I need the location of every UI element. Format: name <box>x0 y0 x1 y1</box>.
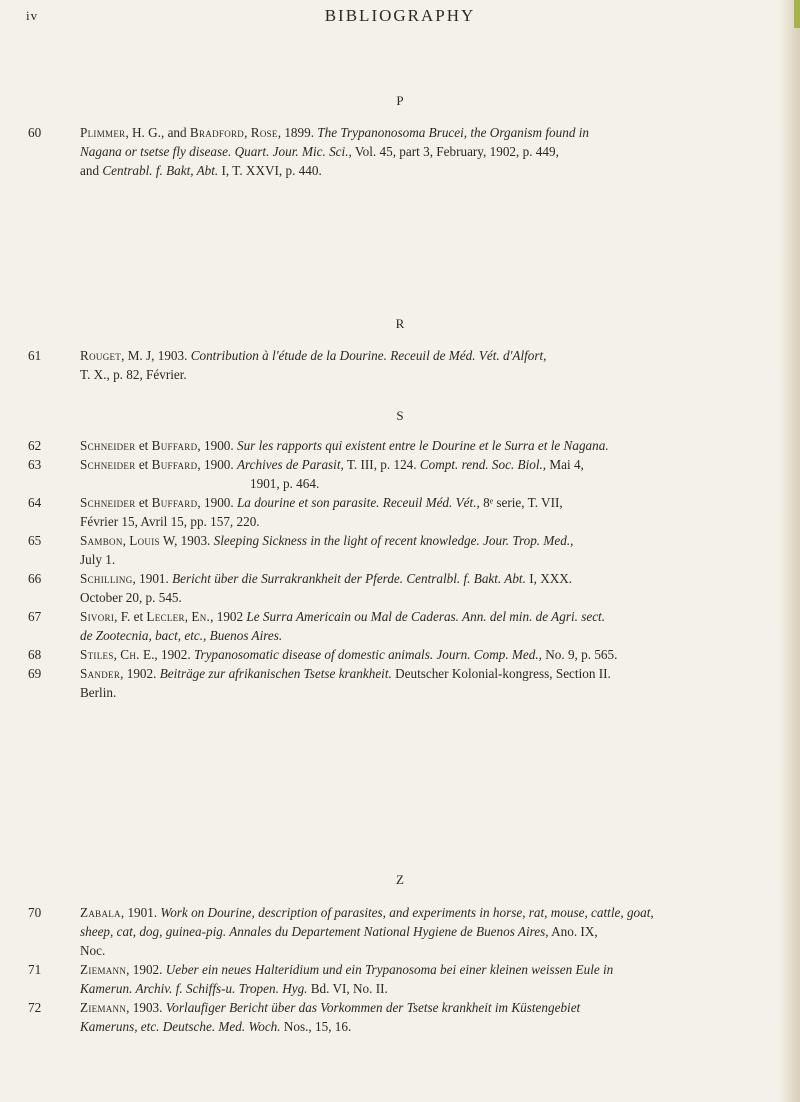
section-letter: R <box>395 316 405 331</box>
italic-text: Contribution à l'étude de la Dourine. Receuil de Méd. Vét. d'Alfort, <box>190 348 547 363</box>
entry-line <box>80 474 774 493</box>
bibliography-entry <box>28 531 774 569</box>
entry-number: 71 <box>28 962 42 977</box>
entry-line <box>80 493 774 512</box>
entry-line <box>80 588 774 607</box>
entry-number: 70 <box>28 905 42 920</box>
entry-number: 60 <box>28 125 42 140</box>
bibliography-entry <box>28 998 774 1036</box>
entry-text: and <box>80 163 103 178</box>
author-name: Stiles <box>80 647 114 662</box>
page-edge <box>778 0 800 1102</box>
entry-text: 1901, p. 464. <box>250 476 320 491</box>
entry-text: Vol. 45, part 3, February, 1902, p. 449, <box>351 144 559 159</box>
entry-text: I, T. XXVI, p. 440. <box>218 163 322 178</box>
entry-number: 65 <box>28 533 42 548</box>
author-name: Buffard <box>151 457 198 472</box>
author-name: Rouget <box>80 348 122 363</box>
entry-text: , <box>122 533 130 548</box>
entry-line <box>80 569 774 588</box>
entry-text: 8ᵉ serie, T. VII, <box>479 495 563 510</box>
entry-text: No. 9, p. 565. <box>541 647 618 662</box>
entry-text: , 1900. <box>197 438 237 453</box>
entry-text: Mai 4, <box>546 457 584 472</box>
author-name: Rose <box>250 125 278 140</box>
entry-line <box>80 531 774 550</box>
author-name: Lecler <box>146 609 185 624</box>
entry-number: 72 <box>28 1000 42 1015</box>
author-name: Sambon <box>80 533 123 548</box>
author-name: Ch. <box>120 647 140 662</box>
entry-text: et <box>135 457 152 472</box>
entry-text: , M. J, 1903. <box>121 348 191 363</box>
italic-text: Le Surra Americain ou Mal de Caderas. Ann. del min. de Agri. sect. <box>246 609 606 624</box>
entry-text: , 1901. <box>132 571 173 586</box>
author-name: Ziemann <box>80 962 127 977</box>
entry-line <box>80 979 774 998</box>
entry-line <box>80 346 774 365</box>
italic-text: Sur les rapports qui existent entre le Dourine et le Surra et le Nagana. <box>236 438 609 453</box>
entry-text: , 1902. <box>126 962 166 977</box>
bibliography-entry <box>28 664 774 702</box>
author-name: Sivori <box>80 609 115 624</box>
entry-text: , 1902 <box>210 609 247 624</box>
entry-text: July 1. <box>80 552 116 567</box>
entry-number: 66 <box>28 571 42 586</box>
italic-text: Kamerun. Archiv. f. Schiffs-u. Tropen. Hyg. <box>80 981 308 996</box>
entry-line <box>80 161 774 180</box>
entry-text: , F. et <box>114 609 147 624</box>
author-name: Buffard <box>151 495 198 510</box>
entry-text: Deutscher Kolonial-kongress, Section II. <box>391 666 611 681</box>
entry-line <box>80 998 774 1017</box>
italic-text: Trypanosomatic disease of domestic animals. Journ. Comp. Med., <box>193 647 542 662</box>
entry-text: I, XXX. <box>525 571 573 586</box>
author-name: Buffard <box>151 438 198 453</box>
italic-text: Kameruns, etc. Deutsche. Med. Woch. <box>80 1019 281 1034</box>
bibliography-entry <box>28 569 774 607</box>
entry-number: 64 <box>28 495 42 510</box>
entry-text: Berlin. <box>80 685 117 700</box>
entry-line <box>80 436 774 455</box>
entry-text: et <box>135 495 152 510</box>
entry-text: Bd. VI, No. II. <box>307 981 388 996</box>
entry-number: 68 <box>28 647 42 662</box>
entry-line <box>80 550 774 569</box>
author-name: Ziemann <box>80 1000 127 1015</box>
entry-text: , 1900. <box>197 495 237 510</box>
italic-text: Vorlaufiger Bericht über das Vorkommen der Tsetse krankheit im Küstengebiet <box>165 1000 581 1015</box>
entry-line <box>80 365 774 384</box>
entry-text: , 1903. <box>126 1000 166 1015</box>
entry-text: W, 1903. <box>159 533 214 548</box>
entry-text: Ano. IX, <box>548 924 598 939</box>
entry-line <box>80 626 774 645</box>
italic-text: The Trypanonosoma Brucei, the Organism found in <box>317 125 589 140</box>
entry-text: Noc. <box>80 943 106 958</box>
entry-text: , <box>244 125 251 140</box>
section-letter: Z <box>396 872 404 887</box>
section-letter: P <box>396 93 404 108</box>
entry-number: 62 <box>28 438 42 453</box>
entry-line <box>80 903 774 922</box>
author-name: Schilling <box>80 571 133 586</box>
entry-line <box>80 1017 774 1036</box>
bibliography-entry <box>28 960 774 998</box>
page-header <box>0 0 800 30</box>
author-name: En. <box>191 609 211 624</box>
entry-text: , 1902. <box>120 666 160 681</box>
bibliography-entry <box>28 493 774 531</box>
author-name: Zabala <box>80 905 121 920</box>
bibliography-entry <box>28 607 774 645</box>
italic-text: Quart. Jour. Mic. Sci., <box>234 144 352 159</box>
bibliography-entry <box>28 436 774 455</box>
italic-text: Ueber ein neues Halteridium und ein Trypanosoma bei einer kleinen weissen Eule in <box>165 962 614 977</box>
entry-line <box>80 512 774 531</box>
entry-number: 63 <box>28 457 42 472</box>
author-name: Bradford <box>189 125 245 140</box>
entry-text: Nos., 15, 16. <box>280 1019 352 1034</box>
entry-text: , 1901. <box>120 905 161 920</box>
entry-line <box>80 645 774 664</box>
entry-text: T. III, p. 124. <box>343 457 420 472</box>
entry-text: , H. G., and <box>125 125 190 140</box>
author-name: Plimmer <box>80 125 126 140</box>
italic-text: Work on Dourine, description of parasites, and experiments in horse, rat, mouse, cattle, goat, <box>160 905 654 920</box>
entry-text: , <box>184 609 192 624</box>
italic-text: Archives de Parasit, <box>236 457 344 472</box>
page-number: iv <box>26 8 39 23</box>
entry-text: , <box>113 647 121 662</box>
running-head: BIBLIOGRAPHY <box>324 6 476 25</box>
italic-text: Compt. rend. Soc. Biol., <box>419 457 547 472</box>
italic-text: Sleeping Sickness in the light of recent knowledge. Jour. Trop. Med., <box>213 533 574 548</box>
entry-number: 67 <box>28 609 42 624</box>
entry-line <box>80 960 774 979</box>
entry-line <box>80 607 774 626</box>
section-letter: S <box>396 408 404 423</box>
entry-line <box>80 123 774 142</box>
italic-text: sheep, cat, dog, guinea-pig. Annales du Departement National Hygiene de Buenos Aires, <box>80 924 549 939</box>
entry-text: , 1899. <box>277 125 318 140</box>
bibliography-entry <box>28 645 774 664</box>
entry-text: , 1900. <box>197 457 237 472</box>
entry-number: 61 <box>28 348 42 363</box>
author-name: Sander <box>80 666 121 681</box>
bibliography-entry <box>28 123 774 180</box>
bibliography-entry <box>28 455 774 493</box>
entry-text: Février 15, Avril 15, pp. 157, 220. <box>80 514 260 529</box>
author-name: Schneider <box>80 495 136 510</box>
italic-text: Bericht über die Surrakrankheit der Pferde. Centralbl. f. Bakt. Abt. <box>172 571 526 586</box>
italic-text: La dourine et son parasite. Receuil Méd. Vét., <box>236 495 480 510</box>
author-name: Schneider <box>80 457 136 472</box>
italic-text: de Zootecnia, bact, etc., Buenos Aires. <box>80 628 283 643</box>
entry-text: et <box>135 438 152 453</box>
entry-line <box>80 683 774 702</box>
italic-text: Centrabl. f. Bakt, Abt. <box>102 163 219 178</box>
entry-line <box>80 922 774 941</box>
italic-text: Nagana or tsetse fly disease. <box>80 144 232 159</box>
author-name: Schneider <box>80 438 136 453</box>
entry-text: T. X., p. 82, Février. <box>80 367 187 382</box>
entry-text: E., 1902. <box>139 647 194 662</box>
entry-line <box>80 941 774 960</box>
bibliography-entry <box>28 346 774 384</box>
author-name: Louis <box>129 533 160 548</box>
entry-line <box>80 455 774 474</box>
entry-line <box>80 664 774 683</box>
italic-text: Beiträge zur afrikanischen Tsetse krankheit. <box>159 666 392 681</box>
entry-line <box>80 142 774 161</box>
entry-number: 69 <box>28 666 42 681</box>
bibliography-entry <box>28 903 774 960</box>
entry-text: October 20, p. 545. <box>80 590 182 605</box>
